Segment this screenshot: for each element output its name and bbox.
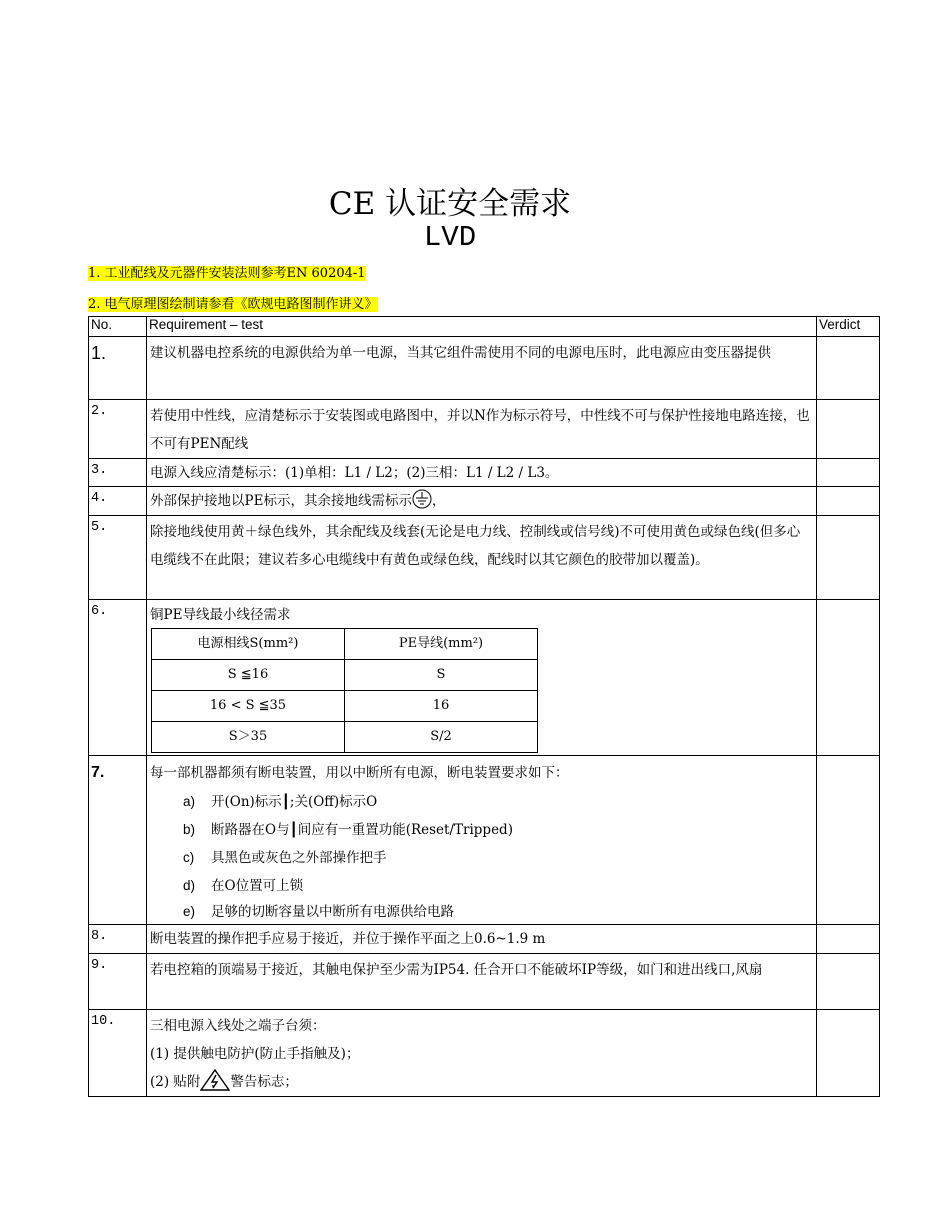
row-number: 5. [89, 516, 147, 600]
note-1-text: 1. 工业配线及元器件安装法则参考EN 60204-1 [88, 266, 366, 281]
row-text-before-icon: 外部保护接地以PE标示，其余接地线需标示 [150, 493, 412, 509]
table-row [89, 337, 880, 400]
pe-header-pe: PE导线(mm²) [345, 629, 538, 660]
list-item [183, 872, 813, 900]
pe-header-phase: 电源相线S(mm²) [152, 629, 345, 660]
table-row [89, 925, 880, 954]
pe-table-header-row [152, 629, 538, 660]
table-row [89, 400, 880, 459]
row-requirement: 若使用中性线，应清楚标示于安装图或电路图中，并以N作为标示符号，中性线不可与保护性接地电路连接，也不可有PEN配线 [147, 400, 817, 459]
table-row [89, 516, 880, 600]
pe-cell-pe: S/2 [345, 722, 538, 753]
row-requirement [147, 1010, 817, 1097]
note-2 [88, 297, 378, 313]
list-item-label: c) [183, 850, 195, 865]
row-number: 2. [89, 400, 147, 459]
row-verdict [817, 954, 880, 1010]
row-requirement [147, 487, 817, 516]
row-number: 9. [89, 954, 147, 1010]
table-header-row [89, 317, 880, 337]
pe-table-row [152, 660, 538, 691]
row-requirement: 建议机器电控系统的电源供给为单一电源，当其它组件需使用不同的电源电压时，此电源应由变压器提供 [147, 337, 817, 400]
header-verdict: Verdict [817, 317, 880, 337]
list-item-text: 断路器在O与┃间应有一重置功能(Reset/Tripped) [211, 822, 513, 838]
row-verdict [817, 516, 880, 600]
row-number: 10. [89, 1010, 147, 1097]
note-1 [88, 266, 366, 282]
table-row [89, 487, 880, 516]
row-line-3 [150, 1068, 813, 1096]
header-no: No. [89, 317, 147, 337]
disconnect-requirements-list [150, 788, 813, 924]
row-requirement [147, 756, 817, 925]
row-requirement: 断电装置的操作把手应易于接近，并位于操作平面之上0.6~1.9 m [147, 925, 817, 954]
row-text-after-icon: ， [431, 493, 446, 509]
row-verdict [817, 459, 880, 487]
table-row [89, 1010, 880, 1097]
row-requirement [147, 600, 817, 756]
pe-table-row [152, 691, 538, 722]
page-title: CE 认证安全需求 [328, 186, 572, 222]
list-item-label: e) [183, 904, 196, 919]
header-requirement: Requirement – test [147, 317, 817, 337]
list-item-text: 具黑色或灰色之外部操作把手 [211, 850, 387, 866]
list-item-label: a) [183, 794, 196, 809]
requirements-table [88, 316, 880, 1097]
row-number: 4. [89, 487, 147, 516]
list-item-label: d) [183, 878, 196, 893]
page-subtitle: LVD [423, 221, 477, 254]
row-number: 6. [89, 600, 147, 756]
row-requirement-text: 每一部机器都须有断电装置，用以中断所有电源，断电装置要求如下： [150, 765, 569, 781]
list-item-text: 足够的切断容量以中断所有电源供给电路 [211, 904, 454, 920]
list-item-text: 在O位置可上锁 [211, 878, 304, 894]
row-line-3-before: (2) 贴附 [150, 1074, 201, 1090]
row-verdict [817, 487, 880, 516]
pe-cell-phase: S＞35 [152, 722, 345, 753]
row-requirement: 电源入线应清楚标示：(1)单相：L1 / L2；(2)三相：L1 / L2 / L3。 [147, 459, 817, 487]
row-number: 3. [89, 459, 147, 487]
table-row [89, 600, 880, 756]
list-item-text: 开(On)标示┃;关(Off)标示O [211, 794, 378, 810]
row-verdict [817, 1010, 880, 1097]
list-item [183, 900, 813, 924]
list-item-label: b) [183, 822, 196, 837]
pe-cell-phase: 16 < S ≦35 [152, 691, 345, 722]
row-requirement: 除接地线使用黄＋绿色线外，其余配线及线套(无论是电力线、控制线或信号线)不可使用黄色或绿色线(但多心电缆线不在此限；建议若多心电缆线中有黄色或绿色线，配线时以其它颜色的胶带加以覆盖)。 [147, 516, 817, 600]
row-number: 1. [89, 337, 147, 400]
row-line-3-after: 警告标志； [230, 1074, 298, 1090]
row-verdict [817, 600, 880, 756]
row-verdict [817, 925, 880, 954]
pe-conductor-table [151, 628, 538, 753]
list-item [183, 844, 813, 872]
table-row [89, 459, 880, 487]
row-requirement-text: 铜PE导线最小线径需求 [150, 607, 291, 623]
table-row [89, 954, 880, 1010]
row-requirement: 若电控箱的顶端易于接近，其触电保护至少需为IP54. 任合开口不能破坏IP等级，如门和进出线口,风扇 [147, 954, 817, 1010]
row-line-2: (1) 提供触电防护(防止手指触及)； [150, 1046, 360, 1062]
list-item [183, 816, 813, 844]
row-line-1: 三相电源入线处之端子台须： [150, 1018, 326, 1034]
pe-table-row [152, 722, 538, 753]
high-voltage-warning-icon [200, 1069, 230, 1091]
row-number: 8. [89, 925, 147, 954]
row-number: 7. [89, 756, 147, 925]
list-item [183, 788, 813, 816]
protective-earth-icon [412, 489, 432, 509]
note-2-text: 2. 电气原理图绘制请参看《欧规电路图制作讲义》 [88, 297, 378, 312]
row-verdict [817, 400, 880, 459]
pe-cell-pe: S [345, 660, 538, 691]
pe-cell-phase: S ≦16 [152, 660, 345, 691]
row-verdict [817, 756, 880, 925]
table-row [89, 756, 880, 925]
row-verdict [817, 337, 880, 400]
pe-cell-pe: 16 [345, 691, 538, 722]
